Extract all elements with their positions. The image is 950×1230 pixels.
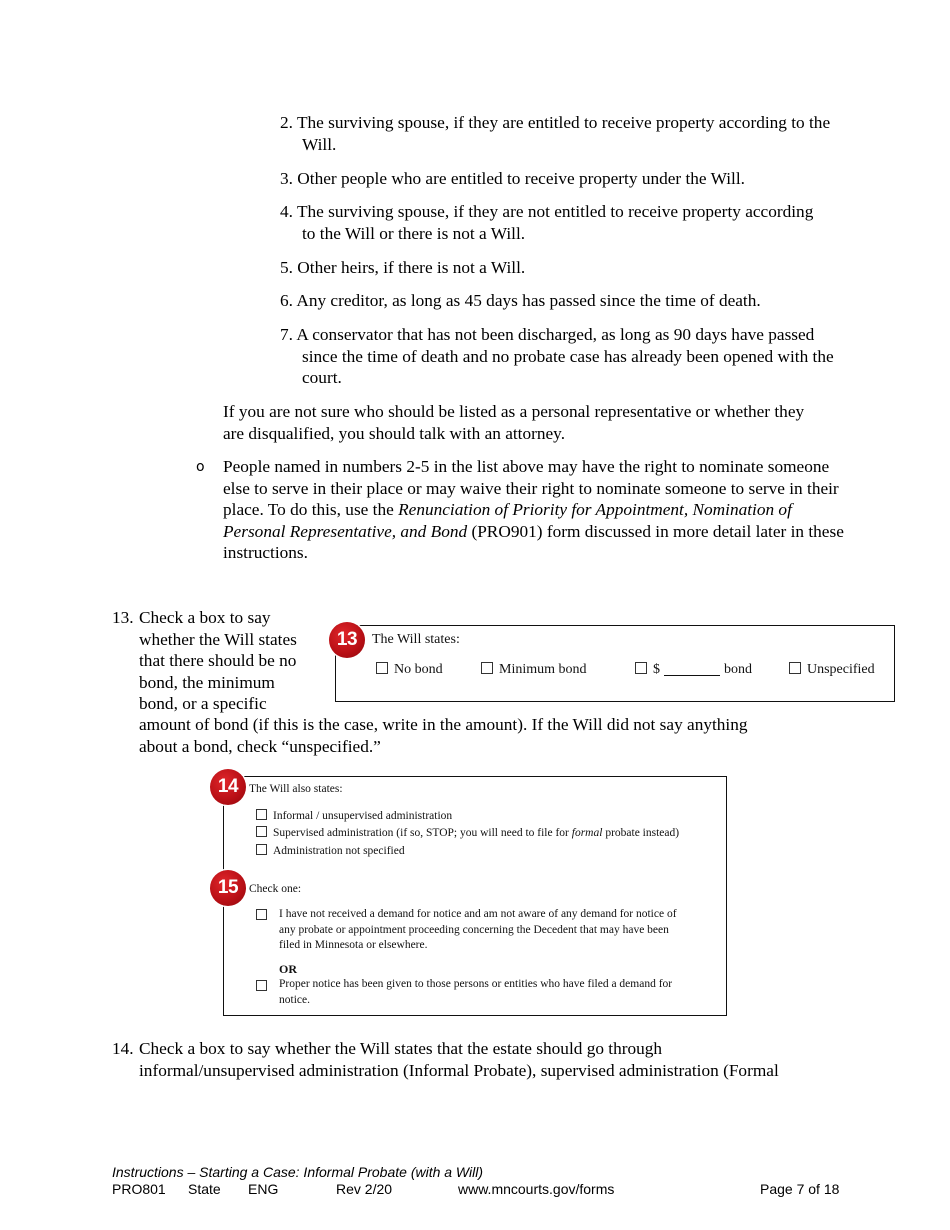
or-label: OR [279, 962, 297, 976]
bullet-marker: o [196, 459, 205, 475]
list-item-4 [280, 201, 822, 244]
nomination-text-before: People named in numbers 2-5 in the list above may have the right to nominate someone else to serve in their place or may waive their right to nominate someone to serve in their place. To do this, use the [223, 457, 839, 519]
supervised-label-pre: Supervised administration (if so, STOP; you will need to file for [273, 827, 572, 839]
nomination-text-after: (PRO901) form discussed in more detail later in these instructions. [223, 521, 844, 562]
proper-notice-option [279, 977, 672, 1008]
checkbox-icon [635, 662, 647, 674]
checkbox-icon [256, 844, 267, 855]
list-text: Other people who are entitled to receive property under the Will. [297, 169, 745, 188]
checkbox-icon [256, 809, 267, 820]
list-text: The surviving spouse, if they are entitled to receive property according to the Will. [296, 113, 831, 154]
supervised-label-em: formal [571, 827, 603, 839]
step-13-line-1: Check a box to say [139, 608, 271, 627]
supervised-option [256, 826, 679, 839]
step-13-continuation-2: about a bond, check “unspecified.” [139, 737, 381, 756]
unspecified-option [789, 662, 875, 678]
footer-page-number: Page 7 of 18 [760, 1181, 840, 1197]
step-14-line-1: Check a box to say whether the Will states that the estate should go through [139, 1039, 663, 1058]
renunciation-form-title: Renunciation of Priority for Appointment, Nomination of Personal Representative, and Bond [223, 500, 792, 541]
informal-option [256, 809, 452, 822]
informal-label: Informal / unsupervised administration [273, 810, 453, 822]
proper-notice-checkbox [256, 980, 267, 991]
footer-language: ENG [248, 1181, 279, 1197]
list-number: 2. [280, 113, 293, 132]
step-15-badge: 15 [210, 870, 246, 906]
step-13-text [139, 607, 339, 715]
footer-revision: Rev 2/20 [336, 1181, 393, 1197]
footer-title: Instructions – Starting a Case: Informal Probate (with a Will) [112, 1164, 484, 1180]
no-demand-line-2: any probate or appointment proceeding concerning the Decedent that may have been [279, 923, 669, 936]
list-number: 5. [280, 258, 293, 277]
list-text: Any creditor, as long as 45 days has passed since the time of death. [296, 291, 761, 310]
attorney-advice-paragraph: If you are not sure who should be listed as a personal representative or whether they are disqualified, you should talk with an attorney. [223, 402, 805, 443]
list-number: 7. [280, 325, 293, 344]
no-demand-option [279, 907, 677, 954]
footer-url[interactable]: www.mncourts.gov/forms [458, 1181, 615, 1197]
list-number: 3. [280, 169, 293, 188]
list-text: Other heirs, if there is not a Will. [297, 258, 526, 277]
bond-heading: The Will states: [372, 632, 460, 647]
bond-label: bond [724, 662, 752, 677]
no-demand-checkbox [256, 909, 267, 920]
dollar-bond-option [635, 662, 752, 678]
proper-notice-line-1: Proper notice has been given to those persons or entities who have filed a demand for [279, 978, 673, 990]
bond-amount-blank [664, 662, 720, 676]
list-text: A conservator that has not been discharged, as long as 90 days have passed since the time of death and no probate case has already been opened with the court. [296, 325, 834, 387]
nomination-paragraph [223, 456, 848, 564]
step-13-continuation-1: amount of bond (if this is the case, write in the amount). If the Will did not say anything [139, 715, 748, 734]
step-13-line-3: that there should be no [139, 651, 297, 670]
list-item-7 [280, 324, 842, 389]
list-item-6 [280, 290, 862, 312]
list-item-2 [280, 112, 862, 155]
no-demand-line-1: I have not received a demand for notice and am not aware of any demand for notice of [279, 908, 677, 920]
checkbox-icon [256, 826, 267, 837]
step-13-number: 13. [112, 608, 134, 627]
not-specified-label: Administration not specified [273, 845, 405, 857]
proper-notice-line-2: notice. [279, 993, 310, 1006]
footer-form-code: PRO801 [112, 1181, 166, 1197]
checkbox-icon [376, 662, 388, 674]
unspecified-label: Unspecified [807, 662, 875, 677]
step-14-line-2: informal/unsupervised administration (Informal Probate), supervised administration (Formal [139, 1061, 779, 1080]
supervised-label-post: probate instead) [602, 827, 680, 839]
list-number: 6. [280, 291, 293, 310]
checkbox-icon [481, 662, 493, 674]
checkbox-icon [789, 662, 801, 674]
list-item-5 [280, 257, 862, 279]
list-number: 4. [280, 202, 293, 221]
check-one-heading: Check one: [249, 883, 302, 895]
footer-state: State [188, 1181, 221, 1197]
step-14-badge: 14 [210, 769, 246, 805]
step-14-number: 14. [112, 1039, 134, 1058]
list-item-3 [280, 168, 862, 190]
list-text: The surviving spouse, if they are not entitled to receive property according to the Will or there is not a Will. [296, 202, 814, 243]
no-demand-line-3: filed in Minnesota or elsewhere. [279, 939, 428, 951]
not-specified-option [256, 844, 405, 857]
minimum-bond-label: Minimum bond [499, 662, 587, 677]
no-bond-label: No bond [394, 662, 443, 677]
step-13-line-4: bond, the minimum [139, 672, 275, 692]
will-also-states-heading: The Will also states: [249, 783, 343, 795]
step-13-line-2: whether the Will states [139, 629, 297, 649]
minimum-bond-option [481, 662, 587, 678]
dollar-sign: $ [653, 662, 660, 677]
no-bond-option [376, 662, 443, 678]
step-13-badge: 13 [329, 622, 365, 658]
step-13-line-5: bond, or a specific [139, 694, 267, 713]
